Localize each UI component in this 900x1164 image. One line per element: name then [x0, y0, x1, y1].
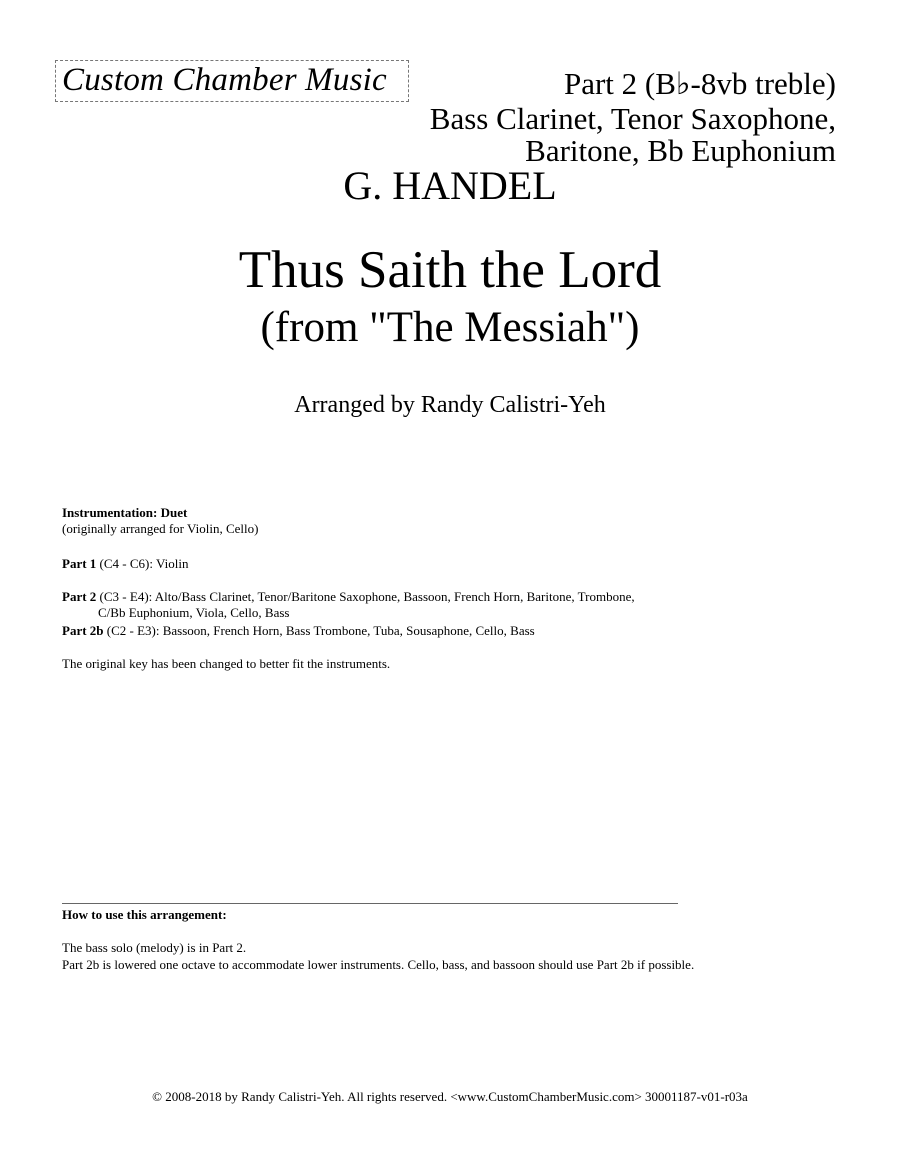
- part-2-line: [62, 589, 635, 605]
- section-divider: [62, 903, 678, 904]
- part-2-continuation: C/Bb Euphonium, Viola, Cello, Bass: [98, 605, 290, 620]
- part-2b-line: [62, 623, 535, 639]
- part-1-line: [62, 556, 188, 572]
- copyright-footer: © 2008-2018 by Randy Calistri-Yeh. All rights reserved. <www.CustomChamberMusic.com> 30001187-v01-r03a: [152, 1089, 748, 1104]
- part-2-range: (C3 - E4): Alto/Bass Clarinet, Tenor/Baritone Saxophone, Bassoon, French Horn, Baritone, Trombone,: [96, 589, 635, 604]
- publisher-name: Custom Chamber Music: [62, 62, 387, 98]
- usage-line-1: The bass solo (melody) is in Part 2.: [62, 940, 247, 955]
- part-1-label: Part 1: [62, 556, 97, 571]
- piece-subtitle: (from "The Messiah"): [260, 304, 640, 351]
- part-1-range: (C4 - C6): Violin: [96, 556, 189, 571]
- piece-title: Thus Saith the Lord: [238, 241, 662, 299]
- instrumentation-heading: Instrumentation: Duet: [62, 505, 188, 520]
- instrument-list-line-1: Bass Clarinet, Tenor Saxophone,: [429, 101, 836, 136]
- arranger-credit: Arranged by Randy Calistri-Yeh: [294, 392, 606, 418]
- usage-line-2: Part 2b is lowered one octave to accommodate lower instruments. Cello, bass, and bassoon should use Part 2b if possible.: [62, 957, 695, 972]
- composer-name: G. HANDEL: [343, 163, 557, 208]
- instrumentation-note: (originally arranged for Violin, Cello): [62, 521, 259, 536]
- usage-heading: How to use this arrangement:: [62, 907, 227, 922]
- part-2b-label: Part 2b: [62, 623, 104, 638]
- part-2-label: Part 2: [62, 589, 97, 604]
- key-change-note: The original key has been changed to better fit the instruments.: [62, 656, 391, 671]
- part-2b-range: (C2 - E3): Bassoon, French Horn, Bass Trombone, Tuba, Sousaphone, Cello, Bass: [103, 623, 535, 638]
- part-designation: Part 2 (B♭-8vb treble): [563, 66, 836, 101]
- instrument-list-line-2: Baritone, Bb Euphonium: [525, 133, 836, 168]
